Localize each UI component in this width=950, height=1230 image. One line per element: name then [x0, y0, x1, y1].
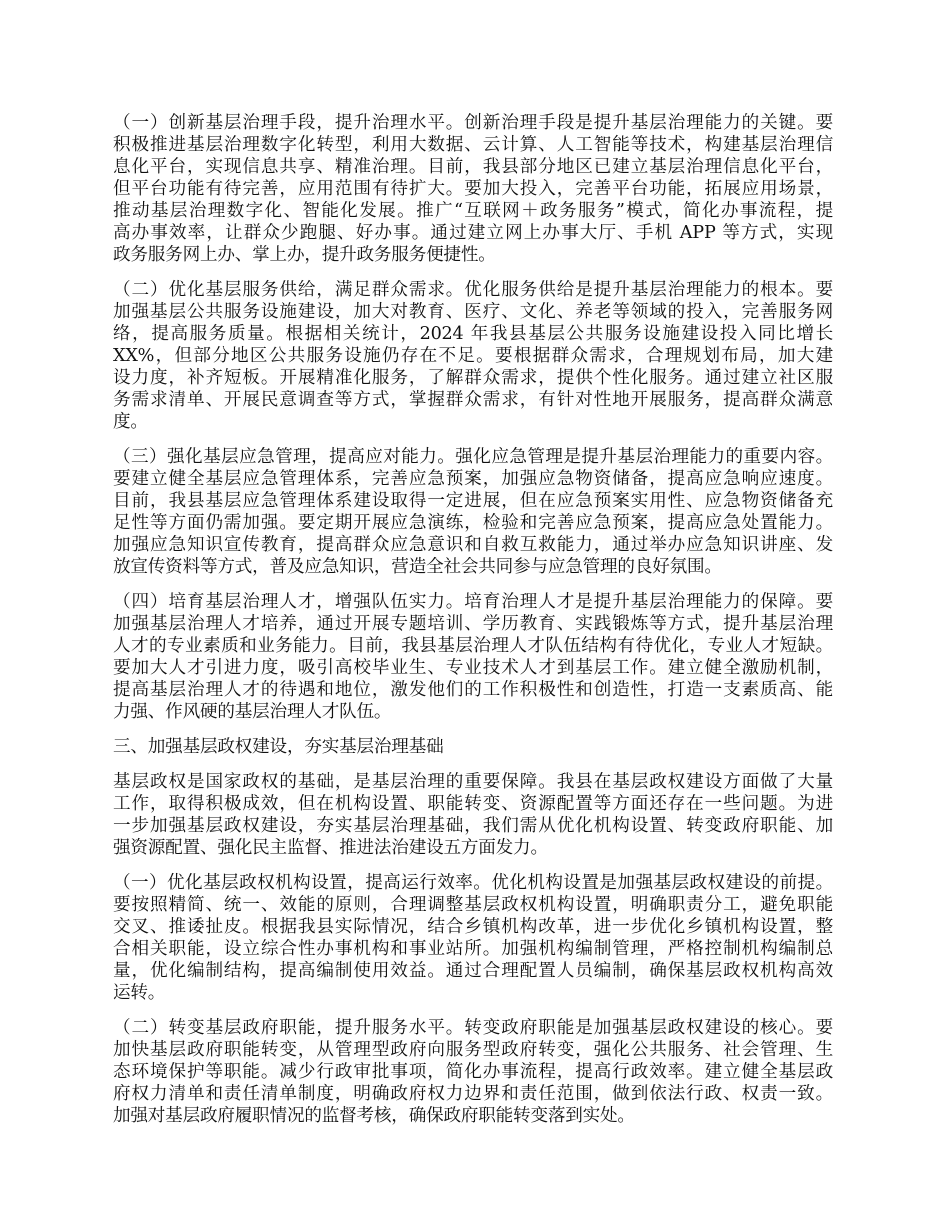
text-line: 务需求清单、开展民意调查等方式，掌握群众需求，有针对性地开展服务，提高群众满意	[113, 390, 833, 410]
text-line: 交叉、推诿扯皮。根据我县实际情况，结合乡镇机构改革，进一步优化乡镇机构设置，整	[113, 917, 833, 937]
text-line: 合相关职能，设立综合性办事机构和事业站所。加强机构编制管理，严格控制机构编制总	[113, 939, 833, 959]
section-heading	[113, 736, 833, 758]
text-line: （一）创新基层治理手段，提升治理水平。创新治理手段是提升基层治理能力的关键。要	[113, 113, 833, 133]
text-line: 要加大人才引进力度，吸引高校毕业生、专业技术人才到基层工作。建立健全激励机制，	[113, 658, 833, 678]
document-page	[113, 112, 833, 1140]
text-line: 府权力清单和责任清单制度，明确政府权力边界和责任范围，做到依法行政、权责一致。	[113, 1084, 833, 1104]
body-paragraph	[113, 279, 833, 433]
text-line: 提高基层治理人才的待遇和地位，激发他们的工作积极性和创造性，打造一支素质高、能	[113, 680, 833, 700]
text-line: 要建立健全基层应急管理体系，完善应急预案，加强应急物资储备，提高应急响应速度。	[113, 469, 833, 489]
text-line: 三、加强基层政权建设，夯实基层治理基础	[113, 737, 444, 757]
text-line: 态环境保护等职能。减少行政审批事项，简化办事流程，提高行政效率。建立健全基层政	[113, 1062, 833, 1082]
text-line: 基层政权是国家政权的基础，是基层治理的重要保障。我县在基层政权建设方面做了大量	[113, 772, 833, 792]
text-line: 量，优化编制结构，提高编制使用效益。通过合理配置人员编制，确保基层政权机构高效	[113, 961, 833, 981]
text-line: （一）优化基层政权机构设置，提高运行效率。优化机构设置是加强基层政权建设的前提。	[113, 873, 833, 893]
text-line: 加强基层治理人才培养，通过开展专题培训、学历教育、实践锻炼等方式，提升基层治理	[113, 614, 833, 634]
text-line: 度。	[113, 412, 148, 432]
text-line: 高办事效率，让群众少跑腿、好办事。通过建立网上办事大厅、手机 APP 等方式，实现	[113, 223, 833, 243]
text-line: 放宣传资料等方式，普及应急知识，营造全社会共同参与应急管理的良好氛围。	[113, 557, 722, 577]
text-line: 工作，取得积极成效，但在机构设置、职能转变、资源配置等方面还存在一些问题。为进	[113, 794, 833, 814]
text-line: （二）转变基层政府职能，提升服务水平。转变政府职能是加强基层政权建设的核心。要	[113, 1018, 833, 1038]
text-line: 络，提高服务质量。根据相关统计，2024 年我县基层公共服务设施建设投入同比增长	[113, 324, 833, 344]
body-paragraph	[113, 591, 833, 723]
text-line: 推动基层治理数字化、智能化发展。推广“互联网＋政务服务”模式，简化办事流程，提	[113, 201, 833, 221]
text-line: 强资源配置、强化民主监督、推进法治建设五方面发力。	[113, 838, 548, 858]
text-line: 加强基层公共服务设施建设，加大对教育、医疗、文化、养老等领域的投入，完善服务网	[113, 302, 833, 322]
text-line: 力强、作风硬的基层治理人才队伍。	[113, 702, 392, 722]
body-paragraph	[113, 112, 833, 266]
body-paragraph	[113, 872, 833, 1004]
text-line: 加快基层政府职能转变，从管理型政府向服务型政府转变，强化公共服务、社会管理、生	[113, 1040, 833, 1060]
text-line: 运转。	[113, 983, 166, 1003]
text-line: 足性等方面仍需加强。要定期开展应急演练，检验和完善应急预案，提高应急处置能力。	[113, 513, 833, 533]
body-paragraph	[113, 446, 833, 578]
body-paragraph	[113, 1017, 833, 1127]
text-line: 但平台功能有待完善，应用范围有待扩大。要加大投入，完善平台功能，拓展应用场景，	[113, 179, 833, 199]
text-line: 设力度，补齐短板。开展精准化服务，了解群众需求，提供个性化服务。通过建立社区服	[113, 368, 833, 388]
text-line: 息化平台，实现信息共享、精准治理。目前，我县部分地区已建立基层治理信息化平台，	[113, 157, 833, 177]
text-line: 要按照精简、统一、效能的原则，合理调整基层政权机构设置，明确职责分工，避免职能	[113, 895, 833, 915]
text-line: 一步加强基层政权建设，夯实基层治理基础，我们需从优化机构设置、转变政府职能、加	[113, 816, 833, 836]
text-line: （二）优化基层服务供给，满足群众需求。优化服务供给是提升基层治理能力的根本。要	[113, 280, 833, 300]
text-line: 加强应急知识宣传教育，提高群众应急意识和自救互救能力，通过举办应急知识讲座、发	[113, 535, 833, 555]
text-line: 政务服务网上办、掌上办，提升政务服务便捷性。	[113, 245, 496, 265]
text-line: （四）培育基层治理人才，增强队伍实力。培育治理人才是提升基层治理能力的保障。要	[113, 592, 833, 612]
text-line: 加强对基层政府履职情况的监督考核，确保政府职能转变落到实处。	[113, 1106, 635, 1126]
text-line: 积极推进基层治理数字化转型，利用大数据、云计算、人工智能等技术，构建基层治理信	[113, 135, 833, 155]
text-line: （三）强化基层应急管理，提高应对能力。强化应急管理是提升基层治理能力的重要内容。	[113, 447, 833, 467]
text-line: 人才的专业素质和业务能力。目前，我县基层治理人才队伍结构有待优化，专业人才短缺。	[113, 636, 833, 656]
body-paragraph	[113, 771, 833, 859]
text-line: XX%，但部分地区公共服务设施仍存在不足。要根据群众需求，合理规划布局，加大建	[113, 346, 833, 366]
text-line: 目前，我县基层应急管理体系建设取得一定进展，但在应急预案实用性、应急物资储备充	[113, 491, 833, 511]
